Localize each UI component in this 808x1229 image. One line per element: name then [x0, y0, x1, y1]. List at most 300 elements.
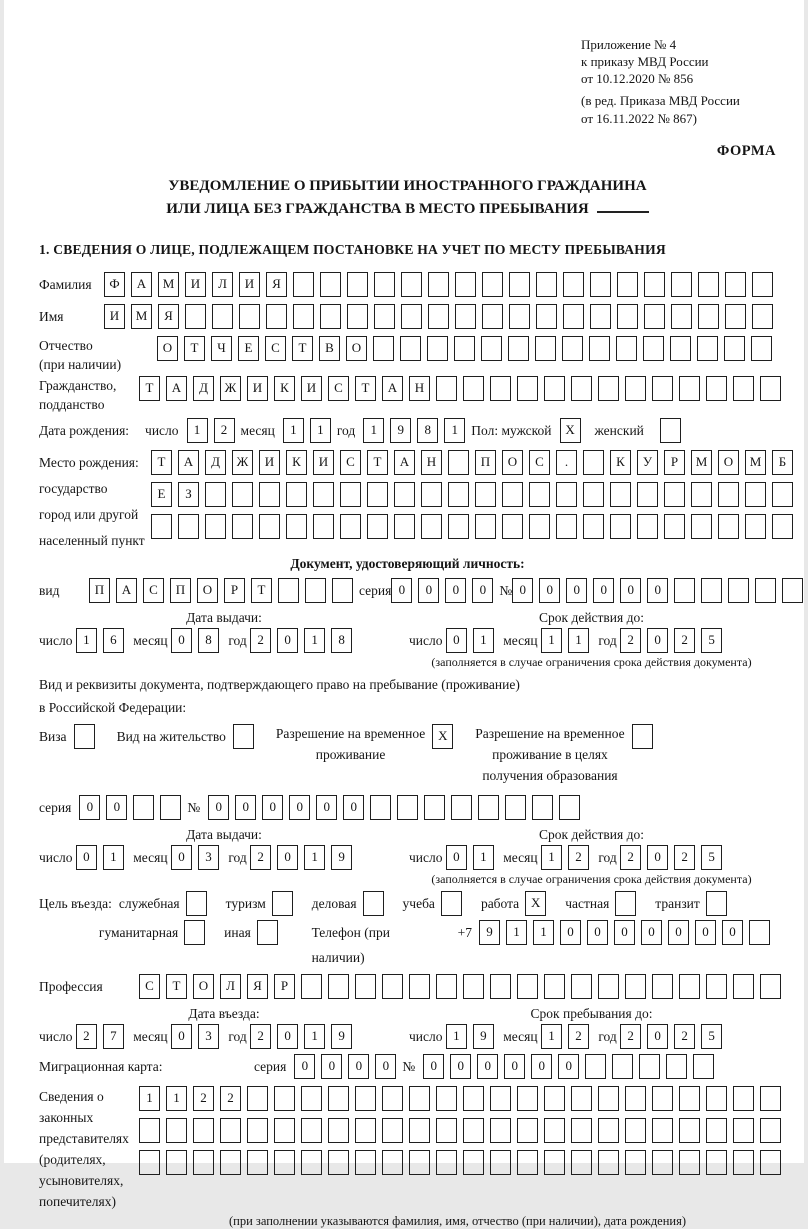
form-cell	[436, 1150, 457, 1175]
form-cell: 0	[593, 578, 614, 603]
form-cell	[544, 1118, 565, 1143]
form-cell: 1	[304, 628, 325, 653]
sex-male-checkbox	[560, 418, 587, 443]
form-cell	[625, 1150, 646, 1175]
form-cell: 1	[541, 628, 562, 653]
form-cell	[421, 514, 442, 539]
form-cell	[247, 1086, 268, 1111]
form-cell	[363, 891, 384, 916]
form-cell: Р	[224, 578, 245, 603]
form-cell	[517, 1086, 538, 1111]
form-cell	[332, 578, 353, 603]
stay-until-day-cells	[446, 1029, 500, 1044]
form-cell	[517, 1150, 538, 1175]
form-cell	[448, 450, 469, 475]
temp-residence-option	[276, 724, 459, 766]
month-label: месяц	[503, 633, 538, 649]
purpose-checkbox	[363, 891, 390, 916]
form-cell	[374, 272, 395, 297]
purpose-item: гуманитарная	[99, 920, 211, 945]
purpose-checkbox	[257, 920, 284, 945]
form-cell: 0	[614, 920, 635, 945]
form-cell: Т	[139, 376, 160, 401]
form-cell: 0	[445, 578, 466, 603]
form-cell: Я	[266, 272, 287, 297]
form-cell	[556, 482, 577, 507]
form-cell: 1	[473, 845, 494, 870]
form-cell: 0	[641, 920, 662, 945]
form-cell: 0	[647, 578, 668, 603]
year-label: год	[336, 423, 356, 439]
issue-month-cells	[171, 633, 225, 648]
form-cell	[760, 974, 781, 999]
annex-line: от 10.12.2020 № 856	[581, 71, 694, 87]
form-cell	[693, 1054, 714, 1079]
form-cell	[313, 514, 334, 539]
form-cell	[760, 1150, 781, 1175]
form-cell	[598, 974, 619, 999]
form-cell	[278, 578, 299, 603]
form-cell: Ж	[220, 376, 241, 401]
form-cell: 2	[193, 1086, 214, 1111]
birthplace-label4: населенный пункт	[39, 533, 145, 549]
form-cell	[454, 336, 475, 361]
form-cell: Ф	[104, 272, 125, 297]
form-cell	[505, 795, 526, 820]
form-cell	[644, 304, 665, 329]
form-cell	[133, 795, 154, 820]
form-cell	[671, 272, 692, 297]
arrival-notification-form	[4, 0, 804, 1228]
form-cell	[409, 1118, 430, 1143]
purpose-checkbox	[272, 891, 299, 916]
stay-series-label: серия	[39, 799, 72, 815]
form-cell	[394, 514, 415, 539]
form-cell: 7	[103, 1024, 124, 1049]
form-cell: К	[610, 450, 631, 475]
form-cell: 0	[512, 578, 533, 603]
form-cell	[556, 514, 577, 539]
form-cell	[482, 304, 503, 329]
form-cell: 9	[390, 418, 411, 443]
surname-label: Фамилия	[39, 277, 92, 293]
birthplace-row1-cells	[151, 450, 799, 475]
form-cell: 0	[171, 628, 192, 653]
form-cell	[455, 272, 476, 297]
form-cell	[490, 974, 511, 999]
form-cell: 0	[423, 1054, 444, 1079]
phone-label: Телефон (при наличии)	[311, 924, 390, 965]
form-cell	[436, 974, 457, 999]
form-cell: А	[382, 376, 403, 401]
form-cell	[490, 376, 511, 401]
form-cell: 0	[531, 1054, 552, 1079]
form-cell	[612, 1054, 633, 1079]
form-cell	[625, 1086, 646, 1111]
form-cell	[728, 578, 749, 603]
month-label: месяц	[240, 423, 275, 439]
form-cell: 1	[304, 1024, 325, 1049]
form-cell: 0	[289, 795, 310, 820]
form-cell: 9	[473, 1024, 494, 1049]
issue-date-label: Дата выдачи:	[186, 610, 262, 626]
form-cell	[409, 1086, 430, 1111]
patronymic-cells	[157, 336, 778, 361]
patronymic-row	[39, 336, 776, 374]
surname-row	[39, 272, 776, 298]
form-cell	[328, 974, 349, 999]
firstname-label: Имя	[39, 309, 64, 325]
form-cell: 1	[103, 845, 124, 870]
form-cell	[193, 1150, 214, 1175]
stay-validity-note: (заполняется в случае ограничения срока действия документа)	[431, 871, 752, 886]
form-cell	[274, 1150, 295, 1175]
form-cell: 0	[321, 1054, 342, 1079]
form-cell	[259, 482, 280, 507]
form-cell	[772, 514, 793, 539]
form-cell: 0	[171, 845, 192, 870]
form-cell	[373, 336, 394, 361]
phone-prefix: +7	[457, 924, 472, 940]
form-cell	[617, 304, 638, 329]
blank-underline	[597, 198, 649, 213]
form-cell	[374, 304, 395, 329]
form-cell	[755, 578, 776, 603]
form-cell	[718, 482, 739, 507]
doc-number-cells	[512, 578, 808, 603]
form-cell: С	[139, 974, 160, 999]
form-cell	[724, 336, 745, 361]
form-cell: Н	[409, 376, 430, 401]
form-cell: 2	[620, 628, 641, 653]
form-cell: 0	[316, 795, 337, 820]
sex-female-label: женский	[594, 423, 644, 439]
form-cell: Я	[247, 974, 268, 999]
form-cell	[664, 514, 685, 539]
form-cell	[247, 1118, 268, 1143]
form-cell	[536, 304, 557, 329]
form-cell	[733, 974, 754, 999]
form-cell	[529, 514, 550, 539]
purpose-checkbox	[706, 891, 733, 916]
form-cell	[328, 1118, 349, 1143]
form-cell: Б	[772, 450, 793, 475]
stay-doc-dates: Дата выдачи: число 0 1 месяц 0 3 год 2 0 1 9 Срок действия до: число 0 1 месяц 1 2 год 2 0 2 5 (заполняется в случае ограничения срока действия документа)	[39, 827, 776, 887]
form-cell	[691, 482, 712, 507]
visa-label: Виза	[39, 729, 67, 745]
form-cell	[706, 974, 727, 999]
stay-issue-month-cells	[171, 850, 225, 865]
valid-day-cells	[446, 633, 500, 648]
form-cell	[394, 482, 415, 507]
citizenship-row	[39, 376, 776, 414]
temp-residence-label: Разрешение на временное проживание	[275, 726, 426, 763]
form-cell	[478, 795, 499, 820]
doc-number-sign: №	[499, 583, 513, 599]
form-cell	[185, 304, 206, 329]
form-cell	[698, 272, 719, 297]
form-cell	[463, 1086, 484, 1111]
birthplace-block	[39, 450, 787, 554]
form-cell	[671, 304, 692, 329]
form-cell	[679, 1150, 700, 1175]
form-cell	[598, 1086, 619, 1111]
stay-issue-day-cells	[76, 850, 130, 865]
form-cell: У	[637, 450, 658, 475]
form-cell	[436, 1086, 457, 1111]
form-cell	[482, 272, 503, 297]
form-cell	[451, 795, 472, 820]
form-cell	[382, 1118, 403, 1143]
form-cell	[760, 1086, 781, 1111]
form-cell	[782, 578, 803, 603]
form-cell: 0	[277, 845, 298, 870]
representatives-row2-cells	[139, 1118, 787, 1143]
birthdate-label: Дата рождения:	[39, 423, 130, 439]
form-cell: 0	[262, 795, 283, 820]
surname-cells	[104, 272, 779, 297]
form-cell: Т	[166, 974, 187, 999]
form-cell	[674, 578, 695, 603]
form-cell	[508, 336, 529, 361]
entry-date-label: Дата въезда:	[188, 1005, 260, 1021]
form-cell	[544, 1150, 565, 1175]
citizenship-cells	[139, 376, 787, 401]
form-cell: З	[178, 482, 199, 507]
form-cell	[517, 1118, 538, 1143]
form-cell	[424, 795, 445, 820]
form-cell	[725, 272, 746, 297]
form-cell: 0	[668, 920, 689, 945]
form-cell: 2	[250, 1024, 271, 1049]
form-cell	[733, 1150, 754, 1175]
identity-doc-row	[39, 578, 776, 604]
form-cell	[751, 336, 772, 361]
form-cell: 9	[331, 1024, 352, 1049]
stay-number-cells	[208, 795, 586, 820]
form-cell	[535, 336, 556, 361]
form-cell	[664, 482, 685, 507]
stay-doc-intro1: Вид и реквизиты документа, подтверждающего право на пребывание (проживание)	[39, 677, 520, 693]
year-label: год	[598, 633, 617, 649]
form-cell	[697, 336, 718, 361]
year-label: год	[228, 633, 247, 649]
form-cell: 1	[473, 628, 494, 653]
stay-doc-type-group	[39, 724, 776, 787]
stay-until-label: Срок пребывания до:	[530, 1005, 653, 1021]
purpose-checkbox-work	[525, 891, 552, 916]
form-cell: 0	[647, 628, 668, 653]
form-cell	[718, 514, 739, 539]
form-cell	[455, 304, 476, 329]
form-cell: 9	[331, 845, 352, 870]
form-cell	[320, 304, 341, 329]
stay-valid-day-cells	[446, 850, 500, 865]
form-cell	[563, 304, 584, 329]
form-cell	[639, 1054, 660, 1079]
form-cell	[502, 482, 523, 507]
form-cell: М	[691, 450, 712, 475]
form-cell	[752, 304, 773, 329]
form-cell	[589, 336, 610, 361]
form-cell	[301, 974, 322, 999]
form-cell	[274, 1086, 295, 1111]
form-cell	[562, 336, 583, 361]
validity-note: (заполняется в случае ограничения срока действия документа)	[431, 655, 752, 670]
form-cell	[733, 1118, 754, 1143]
form-cell: 0	[343, 795, 364, 820]
form-cell	[305, 578, 326, 603]
form-cell	[193, 1118, 214, 1143]
patronymic-label-note: (при наличии)	[39, 357, 122, 373]
form-cell: X	[560, 418, 581, 443]
form-cell: 0	[235, 795, 256, 820]
form-cell: 0	[79, 795, 100, 820]
form-cell: С	[340, 450, 361, 475]
temp-residence-edu-checkbox	[632, 724, 659, 749]
form-cell: 0	[391, 578, 412, 603]
form-title	[39, 176, 776, 221]
form-cell	[571, 1150, 592, 1175]
form-cell	[616, 336, 637, 361]
form-cell	[637, 514, 658, 539]
form-cell: С	[529, 450, 550, 475]
birth-day-cells	[187, 418, 241, 443]
form-cell	[632, 724, 653, 749]
stay-valid-month-cells	[541, 850, 595, 865]
citizenship-label2: подданство	[39, 397, 105, 413]
doc-type-label: вид	[39, 583, 60, 599]
form-cell	[706, 376, 727, 401]
form-cell: А	[131, 272, 152, 297]
form-cell	[428, 304, 449, 329]
form-cell	[509, 304, 530, 329]
form-cell: 2	[220, 1086, 241, 1111]
form-cell	[733, 376, 754, 401]
doc-series-label: серия	[359, 583, 392, 599]
form-cell: 0	[418, 578, 439, 603]
form-cell: 1	[541, 1024, 562, 1049]
purpose-checkbox	[184, 920, 211, 945]
migration-card-row	[39, 1054, 776, 1080]
form-cell	[517, 376, 538, 401]
purpose-row1	[39, 891, 776, 916]
form-cell: В	[319, 336, 340, 361]
form-cell	[186, 891, 207, 916]
form-cell	[247, 1150, 268, 1175]
form-cell	[752, 272, 773, 297]
form-cell: 0	[348, 1054, 369, 1079]
form-cell	[232, 482, 253, 507]
form-cell	[725, 304, 746, 329]
form-cell	[428, 272, 449, 297]
visa-option	[39, 724, 101, 749]
form-cell: 0	[277, 1024, 298, 1049]
form-cell	[544, 376, 565, 401]
form-cell	[178, 514, 199, 539]
form-cell	[481, 336, 502, 361]
form-cell	[436, 1118, 457, 1143]
form-cell: П	[475, 450, 496, 475]
form-cell	[490, 1118, 511, 1143]
form-cell: 1	[506, 920, 527, 945]
form-cell	[205, 514, 226, 539]
form-cell: 2	[674, 628, 695, 653]
form-cell	[559, 795, 580, 820]
form-cell: 0	[277, 628, 298, 653]
form-cell: 8	[331, 628, 352, 653]
form-cell: О	[193, 974, 214, 999]
form-cell: Д	[193, 376, 214, 401]
form-cell	[563, 272, 584, 297]
form-cell	[257, 920, 278, 945]
form-cell	[441, 891, 462, 916]
form-cell: С	[328, 376, 349, 401]
form-cell	[583, 482, 604, 507]
form-cell: 0	[539, 578, 560, 603]
form-cell: Е	[238, 336, 259, 361]
form-cell: 0	[566, 578, 587, 603]
doc-series-cells	[391, 578, 499, 603]
form-cell: Т	[367, 450, 388, 475]
form-cell: Т	[251, 578, 272, 603]
form-cell: Л	[212, 272, 233, 297]
form-cell	[382, 974, 403, 999]
migration-number-sign: №	[402, 1058, 416, 1074]
form-cell	[544, 974, 565, 999]
form-cell	[610, 482, 631, 507]
form-cell: .	[556, 450, 577, 475]
form-cell	[328, 1150, 349, 1175]
form-cell: А	[178, 450, 199, 475]
form-cell: 1	[541, 845, 562, 870]
firstname-row	[39, 304, 776, 330]
form-cell	[340, 482, 361, 507]
representatives-note: (при заполнении указываются фамилия, имя, отчество (при наличии), дата рождения)	[228, 1213, 687, 1228]
form-cell	[701, 578, 722, 603]
entry-day-cells	[76, 1029, 130, 1044]
form-cell: И	[247, 376, 268, 401]
stay-doc-intro2: в Российской Федерации:	[39, 700, 187, 716]
form-title-line1: УВЕДОМЛЕНИЕ О ПРИБЫТИИ ИНОСТРАННОГО ГРАЖДАНИНА	[168, 177, 647, 194]
form-cell: 0	[450, 1054, 471, 1079]
form-cell: О	[718, 450, 739, 475]
purpose-item: учеба	[403, 891, 468, 916]
form-cell	[502, 514, 523, 539]
sex-male-label: Пол: мужской	[471, 423, 552, 439]
stay-valid-until-label: Срок действия до:	[539, 826, 644, 842]
form-cell	[529, 482, 550, 507]
purpose-row2	[39, 920, 776, 970]
form-cell: И	[185, 272, 206, 297]
stay-issue-year-cells	[250, 850, 358, 865]
residence-permit-checkbox	[233, 724, 260, 749]
form-cell: 1	[310, 418, 331, 443]
form-cell	[205, 482, 226, 507]
form-cell: П	[170, 578, 191, 603]
birth-year-cells	[363, 418, 471, 443]
form-cell	[617, 272, 638, 297]
form-cell	[347, 272, 368, 297]
representatives-label: Сведения о законных представителях (родителях, усыновителях, попечителях)	[39, 1088, 129, 1209]
purpose-item: служебная	[119, 891, 213, 916]
form-cell	[74, 724, 95, 749]
forma-label: ФОРМА	[716, 142, 776, 159]
form-cell	[463, 376, 484, 401]
form-cell: 0	[446, 845, 467, 870]
form-cell	[475, 514, 496, 539]
form-cell	[598, 1118, 619, 1143]
